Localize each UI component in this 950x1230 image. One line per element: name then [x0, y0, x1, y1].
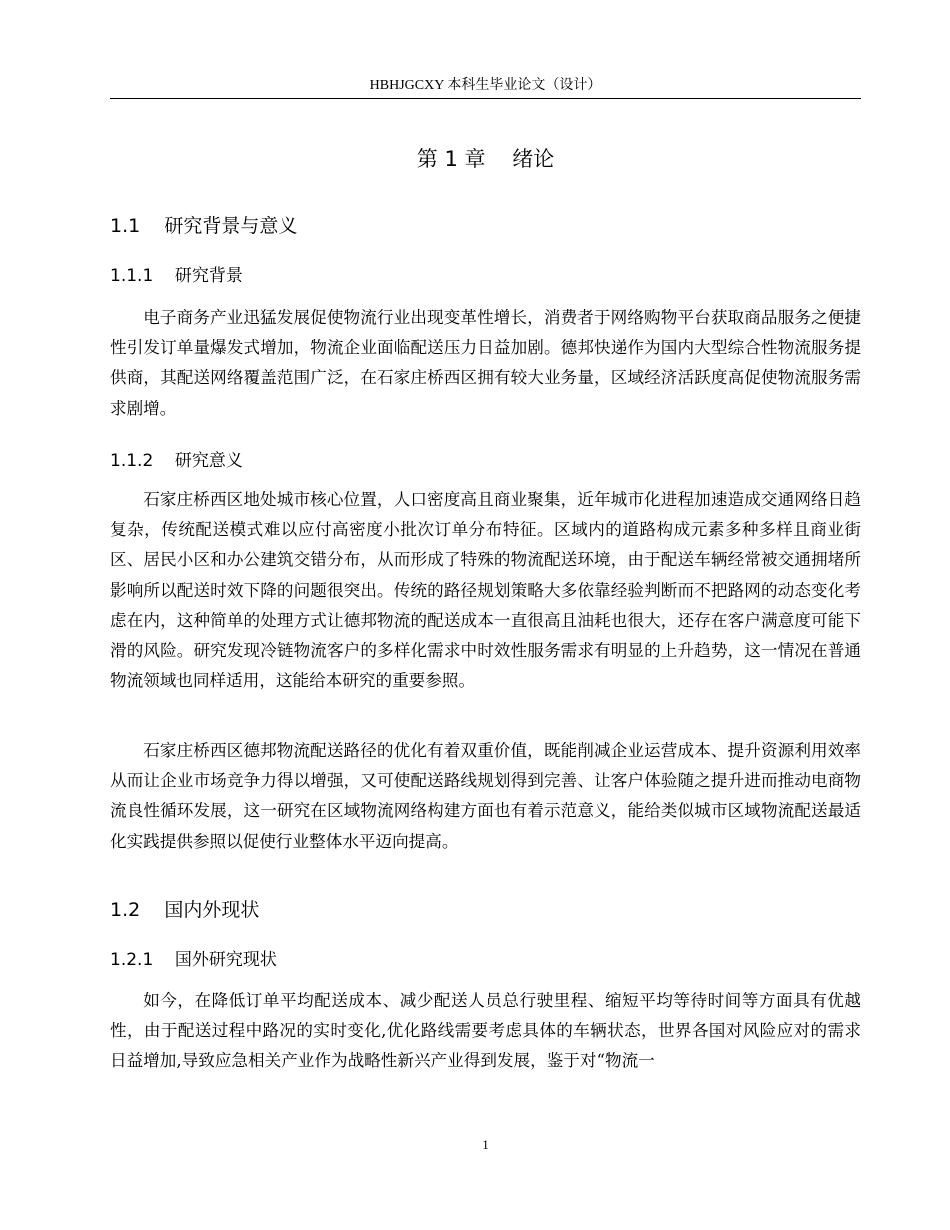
chapter-title: 第 1 章 绪论: [416, 147, 555, 171]
section-heading-1-1: 1.1 研究背景与意义: [110, 215, 298, 237]
subsection-heading-1-1-1: 1.1.1 研究背景: [110, 266, 243, 286]
subsection-heading-1-1-2: 1.1.2 研究意义: [110, 451, 243, 471]
paragraph-research-significance-2: 石家庄桥西区德邦物流配送路径的优化有着双重价值，既能削减企业运营成本、提升资源利用效率从而让企业市场竞争力得以增强，又可使配送路线规划得到完善、让客户体验随之提升进而推动电商物流良性循环发展，这一研究在区域物流网络构建方面也有着示范意义，能给类似城市区域物流配送最适化实践提供参照以促使行业整体水平迈向提高。: [110, 741, 861, 851]
section-heading-1-2: 1.2 国内外现状: [110, 899, 260, 921]
running-header: HBHJGCXY 本科生毕业论文（设计）: [369, 78, 602, 93]
header-divider: [110, 98, 861, 99]
subsection-heading-1-2-1: 1.2.1 国外研究现状: [110, 950, 277, 970]
paragraph-research-background: 电子商务产业迅猛发展促使物流行业出现变革性增长，消费者于网络购物平台获取商品服务之便捷性引发订单量爆发式增加，物流企业面临配送压力日益加剧。德邦快递作为国内大型综合性物流服务提供商，其配送网络覆盖范围广泛，在石家庄桥西区拥有较大业务量，区域经济活跃度高促使物流服务需求剧增。: [110, 308, 861, 418]
page-number: 1: [482, 1137, 489, 1152]
paragraph-foreign-research: 如今，在降低订单平均配送成本、减少配送人员总行驶里程、缩短平均等待时间等方面具有优越性，由于配送过程中路况的实时变化,优化路线需要考虑具体的车辆状态，世界各国对风险应对的需求日益增加,导致应急相关产业作为战略性新兴产业得到发展，鉴于对“物流一: [110, 991, 861, 1071]
paragraph-research-significance-1: 石家庄桥西区地处城市核心位置，人口密度高且商业聚集，近年城市化进程加速造成交通网络日趋复杂，传统配送模式难以应付高密度小批次订单分布特征。区域内的道路构成元素多种多样且商业街区、居民小区和办公建筑交错分布，从而形成了特殊的物流配送环境，由于配送车辆经常被交通拥堵所影响所以配送时效下降的问题很突出。传统的路径规划策略大多依靠经验判断而不把路网的动态变化考虑在内，这种简单的处理方式让德邦物流的配送成本一直很高且油耗也很大，还存在客户满意度可能下滑的风险。研究发现冷链物流客户的多样化需求中时效性服务需求有明显的上升趋势，这一情况在普通物流领域也同样适用，这能给本研究的重要参照。: [110, 490, 861, 691]
